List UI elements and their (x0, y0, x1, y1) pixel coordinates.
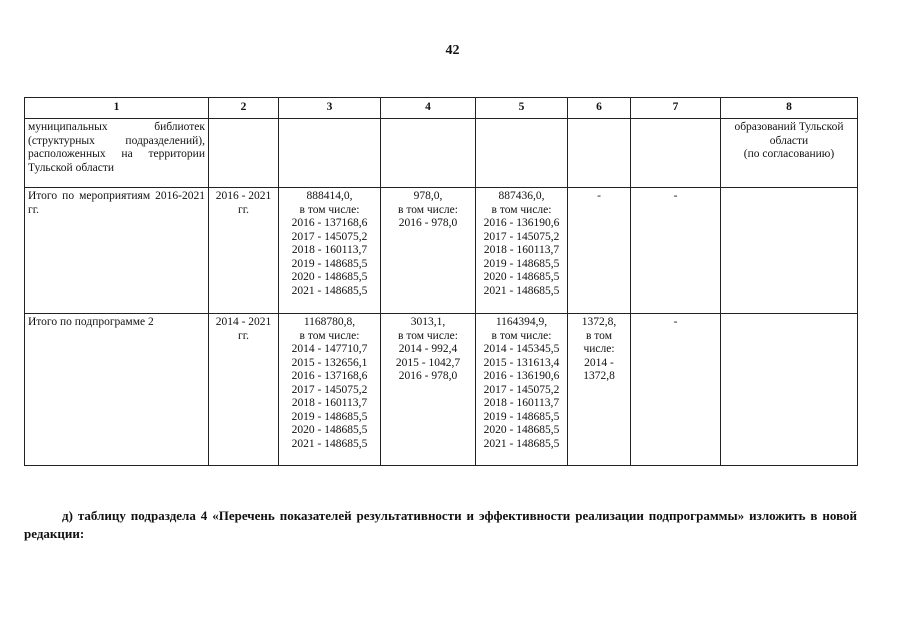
table-cell-local (568, 314, 631, 466)
cell-line: 2018 - 160113,7 (483, 244, 560, 256)
cell-line: 3013,1, (410, 316, 446, 328)
cell-line: 978,0, (413, 190, 443, 202)
cell-line: 2014 - 992,4 (398, 343, 458, 355)
header-col-6: 6 (568, 98, 631, 119)
cell-line: 2014 - 2021 (215, 316, 272, 328)
table-row (25, 119, 858, 188)
cell-line: 2020 - 148685,5 (483, 271, 560, 283)
cell-line: 2021 - 148685,5 (483, 437, 560, 450)
cell-line: 2019 - 148685,5 (483, 410, 560, 423)
cell-line: 2016 - 137168,6 (291, 217, 368, 229)
cell-line: 2016 - 137168,6 (291, 370, 368, 382)
table-cell (568, 119, 631, 188)
table-cell-local: - (568, 188, 631, 314)
cell-line: в том числе: (299, 203, 360, 216)
cell-line: в том числе: (398, 203, 458, 216)
cell-line: 2021 - 148685,5 (483, 284, 560, 297)
header-col-4: 4 (381, 98, 476, 119)
cell-line: 2017 - 145075,2 (483, 383, 560, 396)
header-row (25, 98, 858, 119)
cell-line: 1372,8 (583, 370, 615, 382)
cell-line: 887436,0, (498, 190, 545, 202)
cell-line: 2014 - 145345,5 (483, 343, 560, 355)
table-cell-extra: - (631, 314, 721, 466)
cell-line: 2020 - 148685,5 (291, 271, 368, 283)
cell-line: 2019 - 148685,5 (483, 257, 560, 270)
cell-line: 1372,8, (581, 316, 617, 328)
table-cell-executor (721, 119, 858, 188)
cell-line: 2019 - 148685,5 (291, 257, 368, 270)
header-col-3: 3 (279, 98, 381, 119)
cell-line: 2017 - 145075,2 (483, 230, 560, 243)
cell-line: 2016 - 136190,6 (483, 370, 560, 382)
budget-table (24, 97, 858, 466)
page-number: 42 (445, 43, 460, 58)
cell-line: 2020 - 148685,5 (291, 424, 368, 436)
cell-line: 2021 - 148685,5 (291, 437, 368, 450)
cell-line: 2015 - 1042,7 (395, 356, 461, 369)
cell-line: 2020 - 148685,5 (483, 424, 560, 436)
header-col-1: 1 (25, 98, 209, 119)
cell-line: числе: (583, 343, 615, 355)
table-row-total-2016-2021 (25, 188, 858, 314)
table-cell-regional (476, 188, 568, 314)
cell-line: 2016 - 978,0 (398, 217, 458, 229)
table-row-total-subprogram-2 (25, 314, 858, 466)
table-cell-federal (381, 188, 476, 314)
cell-line: области (769, 134, 809, 147)
table-cell-federal (381, 314, 476, 466)
header-col-2: 2 (209, 98, 279, 119)
instruction-paragraph (24, 507, 857, 543)
cell-line: гг. (237, 203, 249, 216)
cell-line: 2016 - 2021 (215, 190, 272, 202)
cell-line: в том числе: (491, 203, 552, 216)
cell-line: 1164394,9, (495, 316, 548, 328)
cell-line: 2014 - (584, 356, 614, 369)
table-cell (381, 119, 476, 188)
table-cell (279, 119, 381, 188)
cell-line: 888414,0, (306, 190, 353, 202)
table-cell (476, 119, 568, 188)
header-col-8: 8 (721, 98, 858, 119)
row-label: Итого по мероприятиям 2016-2021 гг. (25, 188, 209, 314)
cell-line: в том числе: (299, 329, 360, 342)
header-col-7: 7 (631, 98, 721, 119)
cell-line: 2015 - 131613,4 (483, 356, 560, 369)
cell-line: (по согласованию) (743, 148, 835, 160)
table-cell-total (279, 314, 381, 466)
cell-line: в том числе: (491, 329, 552, 342)
cell-line: 2018 - 160113,7 (483, 397, 560, 409)
table-cell-period (209, 188, 279, 314)
cell-line: 2021 - 148685,5 (291, 284, 368, 297)
cell-line: 2016 - 978,0 (398, 370, 458, 382)
table-cell (631, 119, 721, 188)
cell-line: в том (586, 329, 612, 342)
table-cell-extra: - (631, 188, 721, 314)
cell-line: 2018 - 160113,7 (291, 244, 368, 256)
table-cell-total (279, 188, 381, 314)
cell-line: гг. (237, 329, 249, 342)
cell-line: 2016 - 136190,6 (483, 217, 560, 229)
cell-line: 2017 - 145075,2 (291, 383, 368, 396)
table-cell-period (209, 314, 279, 466)
cell-line: 2017 - 145075,2 (291, 230, 368, 243)
cell-line: образований Тульской (734, 121, 844, 133)
table-cell-executor (721, 314, 858, 466)
cell-line: в том числе: (398, 329, 458, 342)
header-col-5: 5 (476, 98, 568, 119)
row-label: муниципальных библиотек (структурных подразделений), расположенных на территории Тульской области (25, 119, 209, 188)
cell-line: 2018 - 160113,7 (291, 397, 368, 409)
row-label: Итого по подпрограмме 2 (25, 314, 209, 466)
cell-line: 2019 - 148685,5 (291, 410, 368, 423)
instruction-text: д) таблицу подраздела 4 «Перечень показателей результативности и эффективности реализации подпрограммы» изложить в новой редакции: (24, 508, 857, 541)
table-cell-regional (476, 314, 568, 466)
table-cell-executor (721, 188, 858, 314)
cell-line: 2015 - 132656,1 (291, 356, 368, 369)
table-cell (209, 119, 279, 188)
cell-line: 1168780,8, (303, 316, 356, 328)
cell-line: 2014 - 147710,7 (291, 343, 368, 355)
